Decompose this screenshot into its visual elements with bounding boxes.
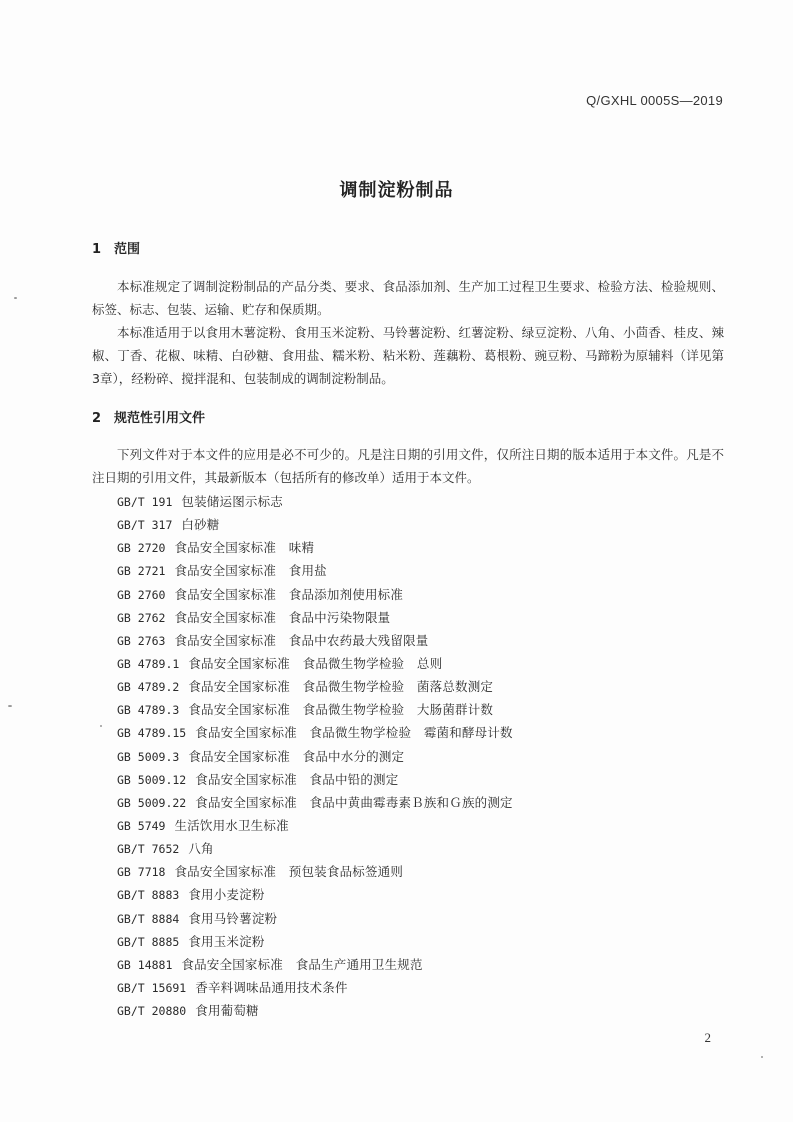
reference-code: GB 4789.15 xyxy=(117,726,187,741)
reference-item xyxy=(117,883,513,906)
reference-code: GB 5009.22 xyxy=(117,795,187,810)
reference-title: 食品安全国家标准 食品中铅的测定 xyxy=(195,771,399,787)
reference-code: GB 4789.1 xyxy=(117,656,180,671)
reference-code: GB/T 8885 xyxy=(117,934,180,949)
reference-code: GB/T 8884 xyxy=(117,911,180,926)
reference-item xyxy=(117,953,513,976)
reference-item xyxy=(117,791,513,814)
page-number: 2 xyxy=(704,1030,711,1045)
reference-item xyxy=(117,536,513,559)
reference-title: 食品安全国家标准 食品中水分的测定 xyxy=(188,748,405,764)
document-title: 调制淀粉制品 xyxy=(339,180,454,201)
reference-title: 食用葡萄糖 xyxy=(195,1003,259,1019)
scan-speck xyxy=(8,705,12,707)
reference-code: GB/T 317 xyxy=(117,518,173,533)
reference-code: GB 4789.3 xyxy=(117,703,180,718)
reference-item xyxy=(117,837,513,860)
references-intro-paragraph: 下列文件对于本文件的应用是必不可少的。凡是注日期的引用文件，仅所注日期的版本适用于本文件。凡是不注日期的引用文件，其最新版本（包括所有的修改单）适用于本文件。 xyxy=(92,447,724,485)
reference-list xyxy=(117,490,513,1022)
reference-title: 食品安全国家标准 食品中污染物限量 xyxy=(174,609,391,625)
reference-item xyxy=(117,675,513,698)
section-title: 规范性引用文件 xyxy=(114,411,206,426)
reference-title: 食用玉米淀粉 xyxy=(188,933,265,949)
reference-title: 食品安全国家标准 食品中黄曲霉毒素Ｂ族和Ｇ族的测定 xyxy=(195,794,513,810)
reference-title: 食品安全国家标准 食品生产通用卫生规范 xyxy=(181,956,423,972)
reference-code: GB 2763 xyxy=(117,633,166,648)
section-number: 2 xyxy=(92,411,102,426)
reference-code: GB 2721 xyxy=(117,564,166,579)
reference-code: GB/T 20880 xyxy=(117,1004,187,1019)
reference-code: GB 5749 xyxy=(117,818,166,833)
reference-title: 白砂糖 xyxy=(181,517,220,533)
reference-title: 八角 xyxy=(188,841,214,857)
reference-title: 食品安全国家标准 预包装食品标签通则 xyxy=(174,864,404,880)
reference-item xyxy=(117,976,513,999)
reference-item xyxy=(117,652,513,675)
section-title: 范围 xyxy=(114,242,141,257)
reference-item xyxy=(117,583,513,606)
scope-paragraph-1: 本标准规定了调制淀粉制品的产品分类、要求、食品添加剂、生产加工过程卫生要求、检验方法、检验规则、标签、标志、包装、运输、贮存和保质期。 xyxy=(92,279,724,317)
reference-title: 食用马铃薯淀粉 xyxy=(188,910,278,926)
reference-item xyxy=(117,999,513,1022)
reference-item xyxy=(117,513,513,536)
section-number: 1 xyxy=(92,242,102,257)
reference-code: GB 5009.12 xyxy=(117,772,187,787)
reference-code: GB/T 191 xyxy=(117,495,173,509)
reference-title: 生活饮用水卫生标准 xyxy=(174,817,289,833)
reference-code: GB 2760 xyxy=(117,587,166,602)
reference-item xyxy=(117,860,513,883)
reference-code: GB 2762 xyxy=(117,610,166,625)
reference-title: 食品安全国家标准 食品微生物学检验 霉菌和酵母计数 xyxy=(195,725,513,741)
reference-item xyxy=(117,814,513,837)
scan-speck xyxy=(100,725,102,727)
reference-item xyxy=(117,606,513,629)
scope-paragraph-2: 本标准适用于以食用木薯淀粉、食用玉米淀粉、马铃薯淀粉、红薯淀粉、绿豆淀粉、八角、小茴香、桂皮、辣椒、丁香、花椒、味精、白砂糖、食用盐、糯米粉、粘米粉、莲藕粉、葛根粉、豌豆粉、马蹄粉为原辅料（详见第3章），经粉碎、搅拌混和、包装制成的调制淀粉制品。 xyxy=(92,325,724,386)
reference-title: 食品安全国家标准 食品微生物学检验 菌落总数测定 xyxy=(188,679,494,695)
document-code: Q/GXHL 0005S—2019 xyxy=(586,93,723,108)
reference-title: 食品安全国家标准 食用盐 xyxy=(174,563,327,579)
section-heading-scope xyxy=(92,238,140,257)
scan-speck xyxy=(14,297,17,299)
reference-code: GB 14881 xyxy=(117,957,173,972)
reference-item xyxy=(117,907,513,930)
reference-code: GB 7718 xyxy=(117,865,166,880)
reference-item xyxy=(117,745,513,768)
reference-item xyxy=(117,559,513,582)
reference-code: GB 2720 xyxy=(117,541,166,556)
scan-speck xyxy=(761,1056,763,1058)
reference-item xyxy=(117,768,513,791)
reference-title: 食品安全国家标准 食品微生物学检验 大肠菌群计数 xyxy=(188,702,494,718)
reference-item xyxy=(117,930,513,953)
reference-title: 食品安全国家标准 食品中农药最大残留限量 xyxy=(174,632,429,648)
reference-item xyxy=(117,490,513,513)
reference-code: GB 4789.2 xyxy=(117,680,180,695)
reference-code: GB/T 8883 xyxy=(117,888,180,903)
reference-title: 食品安全国家标准 味精 xyxy=(174,540,315,556)
reference-item xyxy=(117,721,513,744)
reference-item xyxy=(117,629,513,652)
reference-item xyxy=(117,698,513,721)
reference-title: 食品安全国家标准 食品添加剂使用标准 xyxy=(174,586,404,602)
reference-title: 包装储运图示标志 xyxy=(181,494,283,509)
reference-code: GB 5009.3 xyxy=(117,749,180,764)
section-heading-normative-references xyxy=(92,407,205,426)
reference-code: GB/T 15691 xyxy=(117,980,187,995)
reference-title: 食品安全国家标准 食品微生物学检验 总则 xyxy=(188,655,443,671)
reference-title: 香辛料调味品通用技术条件 xyxy=(195,979,348,995)
reference-code: GB/T 7652 xyxy=(117,842,180,857)
reference-title: 食用小麦淀粉 xyxy=(188,887,265,903)
